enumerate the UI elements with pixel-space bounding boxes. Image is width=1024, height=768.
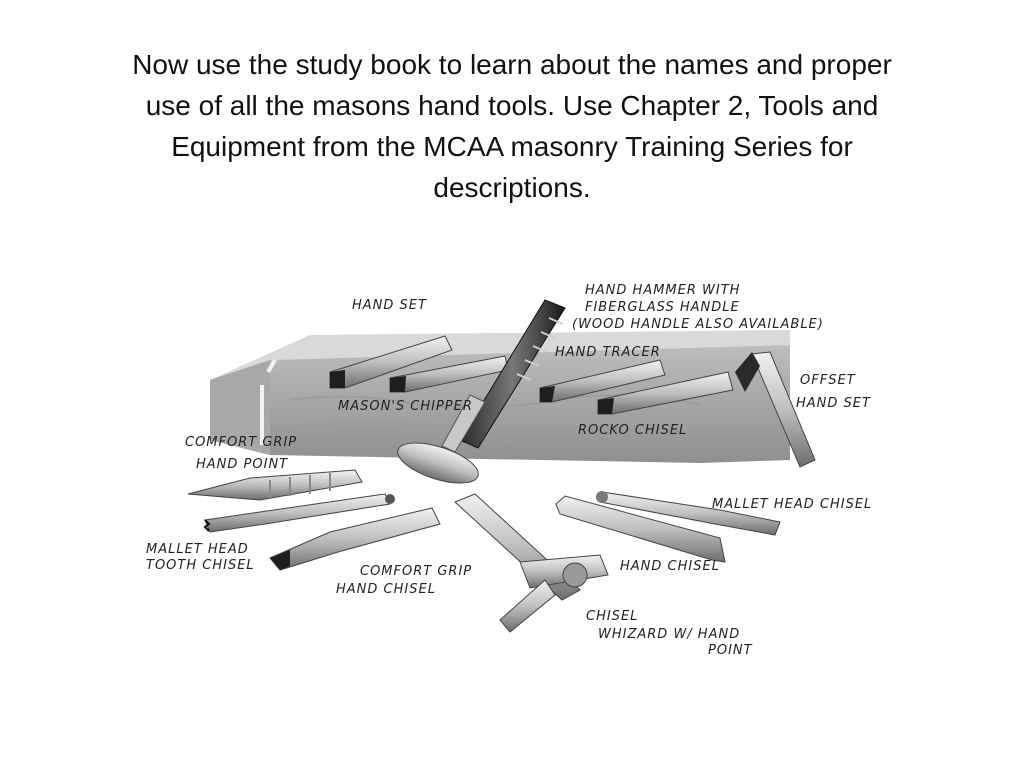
label-masons-chipper: MASON'S CHIPPER [338, 399, 473, 414]
masons-tools-illustration [130, 270, 910, 670]
label-tooth-chisel-1: MALLET HEAD [146, 542, 249, 557]
label-hand-hammer-2: FIBERGLASS HANDLE [585, 300, 740, 315]
title-line-1: Now use the study book to learn about the names and proper [132, 49, 892, 80]
label-tooth-chisel-2: TOOTH CHISEL [146, 558, 255, 573]
label-comfort-point-2: HAND POINT [196, 457, 289, 472]
slide-title [50, 44, 974, 208]
label-hand-set: HAND SET [352, 298, 427, 313]
label-hand-chisel: HAND CHISEL [620, 559, 720, 574]
label-hand-hammer-3: (WOOD HANDLE ALSO AVAILABLE) [572, 317, 824, 332]
label-comfort-chisel-2: HAND CHISEL [336, 582, 436, 597]
label-whizard-2: WHIZARD W/ HAND [598, 627, 741, 642]
label-mallet-head-chisel: MALLET HEAD CHISEL [712, 497, 873, 512]
label-rocko-chisel: ROCKO CHISEL [578, 423, 688, 438]
label-offset-1: OFFSET [800, 373, 856, 388]
title-line-3: Equipment from the MCAA masonry Training Series for [171, 131, 853, 162]
label-hand-hammer-1: HAND HAMMER WITH [585, 283, 741, 298]
label-offset-2: HAND SET [796, 396, 871, 411]
label-comfort-chisel-1: COMFORT GRIP [360, 564, 473, 579]
comfort-grip-hand-point-tool [188, 470, 362, 500]
label-hand-tracer: HAND TRACER [555, 345, 661, 360]
title-line-4: descriptions. [433, 172, 591, 203]
title-line-2: use of all the masons hand tools. Use Chapter 2, Tools and [145, 90, 879, 121]
label-whizard-3: POINT [708, 643, 753, 658]
label-whizard-1: CHISEL [586, 609, 639, 624]
label-comfort-point-1: COMFORT GRIP [185, 435, 298, 450]
